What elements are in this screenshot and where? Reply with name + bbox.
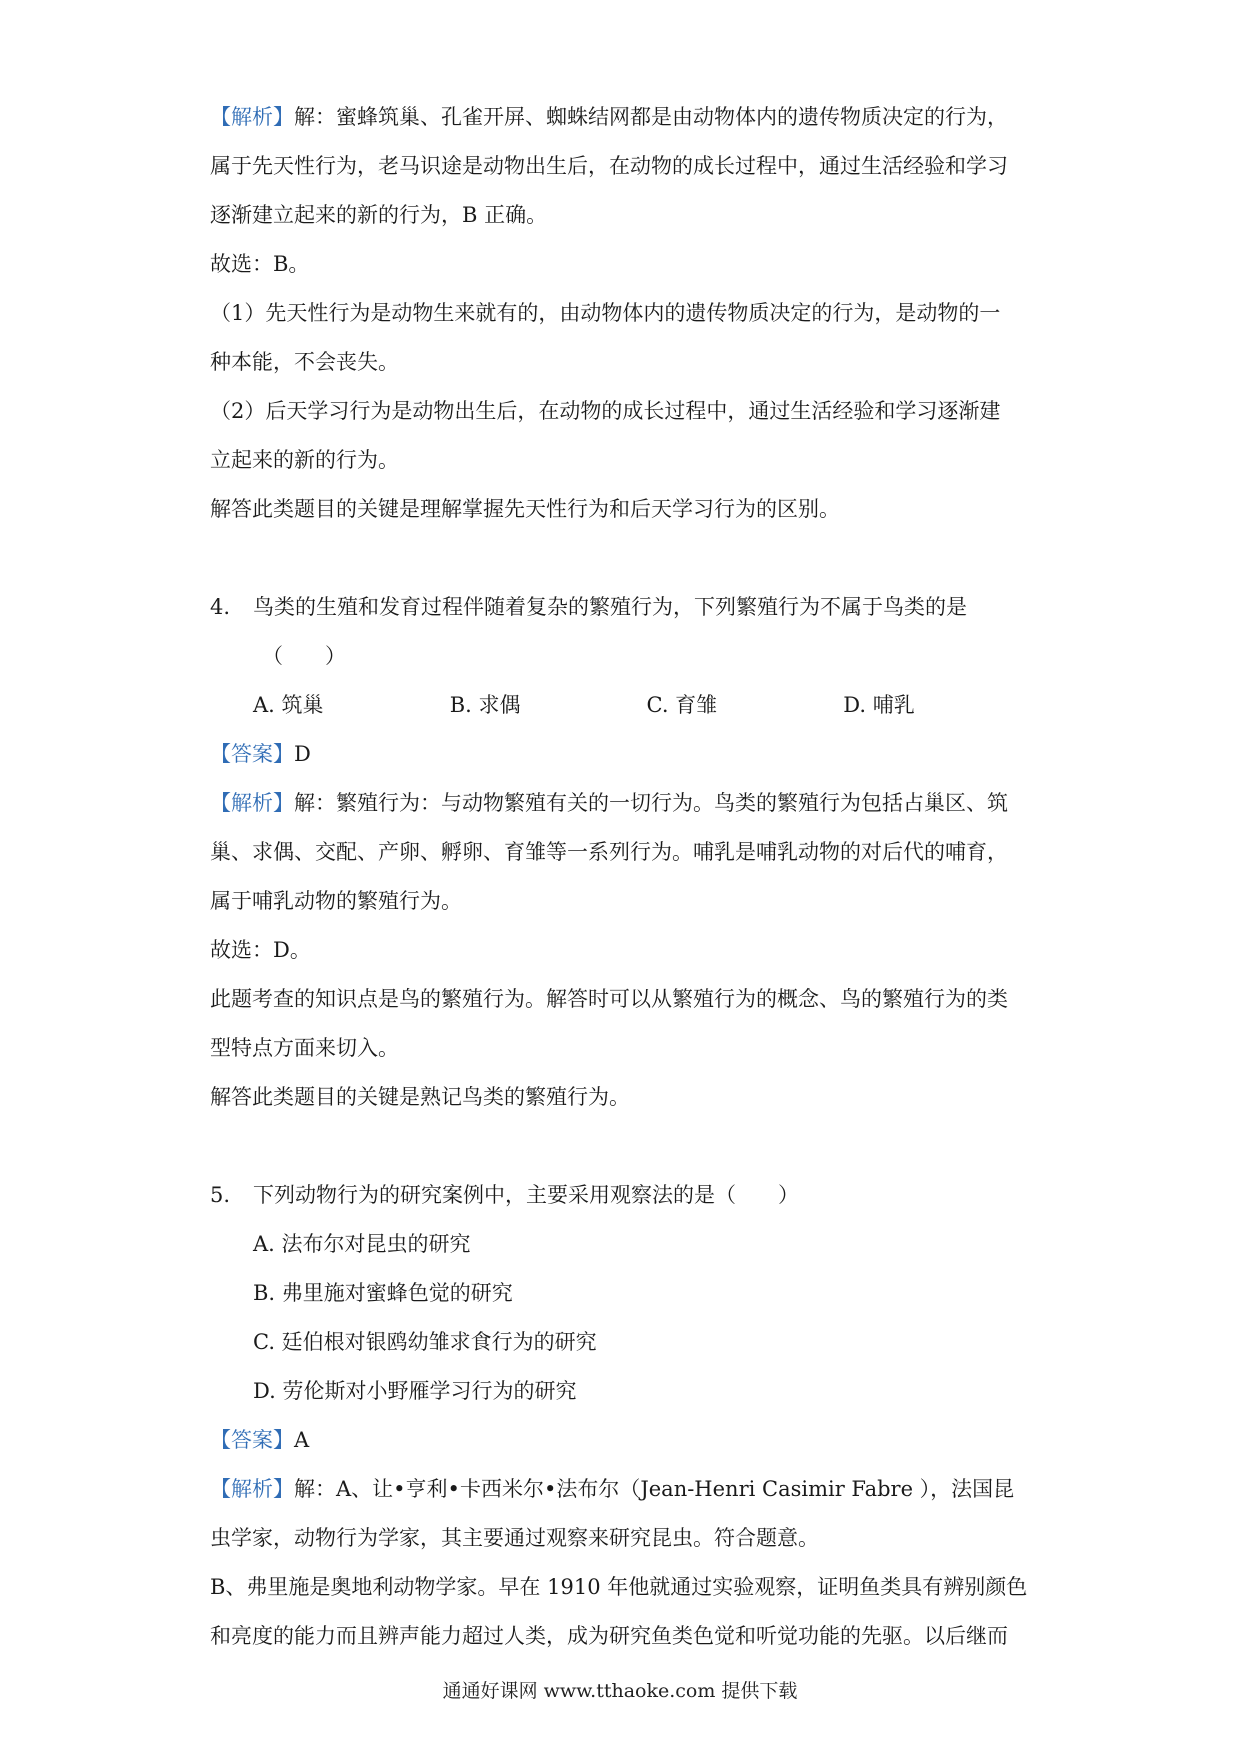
q4-options xyxy=(210,681,1040,730)
q5-answer: 【答案】A xyxy=(210,1428,310,1452)
q4-analysis-line-2: 巢、求偶、交配、产卵、孵卵、育雏等一系列行为。哺乳是哺乳动物的对后代的哺育， xyxy=(210,840,1008,864)
q4-note-2: 型特点方面来切入。 xyxy=(210,1036,399,1060)
q3-note-2: 种本能，不会丧失。 xyxy=(210,350,399,374)
q4-choice: 故选：D。 xyxy=(210,938,311,962)
analysis-tag: 【解析】 xyxy=(210,791,294,815)
q3-analysis-line-2: 属于先天性行为，老马识途是动物出生后，在动物的成长过程中，通过生活经验和学习 xyxy=(210,154,1008,178)
page-footer: 通通好课网 www.tthaoke.com 提供下载 xyxy=(442,1680,798,1702)
q5-option-d: D. 劳伦斯对小野雁学习行为的研究 xyxy=(253,1379,577,1403)
q4-option-a: A. 筑巢 xyxy=(253,693,324,717)
q4-paren: （ ） xyxy=(262,644,346,668)
q5-analysis-line-4: 和亮度的能力而且辨声能力超过人类，成为研究鱼类色觉和听觉功能的先驱。以后继而 xyxy=(210,1624,1008,1648)
analysis-tag: 【解析】 xyxy=(210,105,294,129)
q5-option-a: A. 法布尔对昆虫的研究 xyxy=(253,1232,471,1256)
q3-analysis-line-3: 逐渐建立起来的新的行为，B 正确。 xyxy=(210,203,548,227)
q4-option-d: D. 哺乳 xyxy=(843,693,915,717)
q4-note-1: 此题考查的知识点是鸟的繁殖行为。解答时可以从繁殖行为的概念、鸟的繁殖行为的类 xyxy=(210,987,1008,1011)
q4-option-b: B. 求偶 xyxy=(449,693,521,717)
document-body xyxy=(210,93,1040,1661)
q5-analysis-line-1: 【解析】解：A、让•亨利•卡西米尔•法布尔（Jean-Henri Casimir Fabre ），法国昆 xyxy=(210,1477,1015,1501)
q5-option-b: B. 弗里施对蜜蜂色觉的研究 xyxy=(253,1281,513,1305)
q4-option-c: C. 育雏 xyxy=(646,693,718,717)
q4-stem: 4. 鸟类的生殖和发育过程伴随着复杂的繁殖行为，下列繁殖行为不属于鸟类的是 xyxy=(210,583,1040,632)
q4-number: 4. xyxy=(210,595,231,619)
analysis-tag: 【解析】 xyxy=(210,1477,294,1501)
q5-number: 5. xyxy=(210,1183,231,1207)
q3-note-5: 解答此类题目的关键是理解掌握先天性行为和后天学习行为的区别。 xyxy=(210,497,840,521)
answer-tag: 【答案】 xyxy=(210,1428,294,1452)
q3-choice: 故选：B。 xyxy=(210,252,310,276)
q5-analysis-line-3: B、弗里施是奥地利动物学家。早在 1910 年他就通过实验观察，证明鱼类具有辨别颜色 xyxy=(210,1575,1028,1599)
q4-note-3: 解答此类题目的关键是熟记鸟类的繁殖行为。 xyxy=(210,1085,630,1109)
q4-analysis-line-3: 属于哺乳动物的繁殖行为。 xyxy=(210,889,462,913)
q5-option-c: C. 廷伯根对银鸥幼雏求食行为的研究 xyxy=(253,1330,597,1354)
q3-note-3: （2）后天学习行为是动物出生后，在动物的成长过程中，通过生活经验和学习逐渐建 xyxy=(210,399,1001,423)
q5-analysis-line-2: 虫学家，动物行为学家，其主要通过观察来研究昆虫。符合题意。 xyxy=(210,1526,819,1550)
q3-note-4: 立起来的新的行为。 xyxy=(210,448,399,472)
q5-stem: 5. 下列动物行为的研究案例中，主要采用观察法的是（ ） xyxy=(210,1171,1040,1220)
q4-analysis-line-1: 【解析】解：繁殖行为：与动物繁殖有关的一切行为。鸟类的繁殖行为包括占巢区、筑 xyxy=(210,791,1008,815)
q3-analysis-line-1: 【解析】解：蜜蜂筑巢、孔雀开屏、蜘蛛结网都是由动物体内的遗传物质决定的行为， xyxy=(210,105,1008,129)
q4-answer: 【答案】D xyxy=(210,742,311,766)
q3-note-1: （1）先天性行为是动物生来就有的，由动物体内的遗传物质决定的行为，是动物的一 xyxy=(210,301,1001,325)
answer-tag: 【答案】 xyxy=(210,742,294,766)
